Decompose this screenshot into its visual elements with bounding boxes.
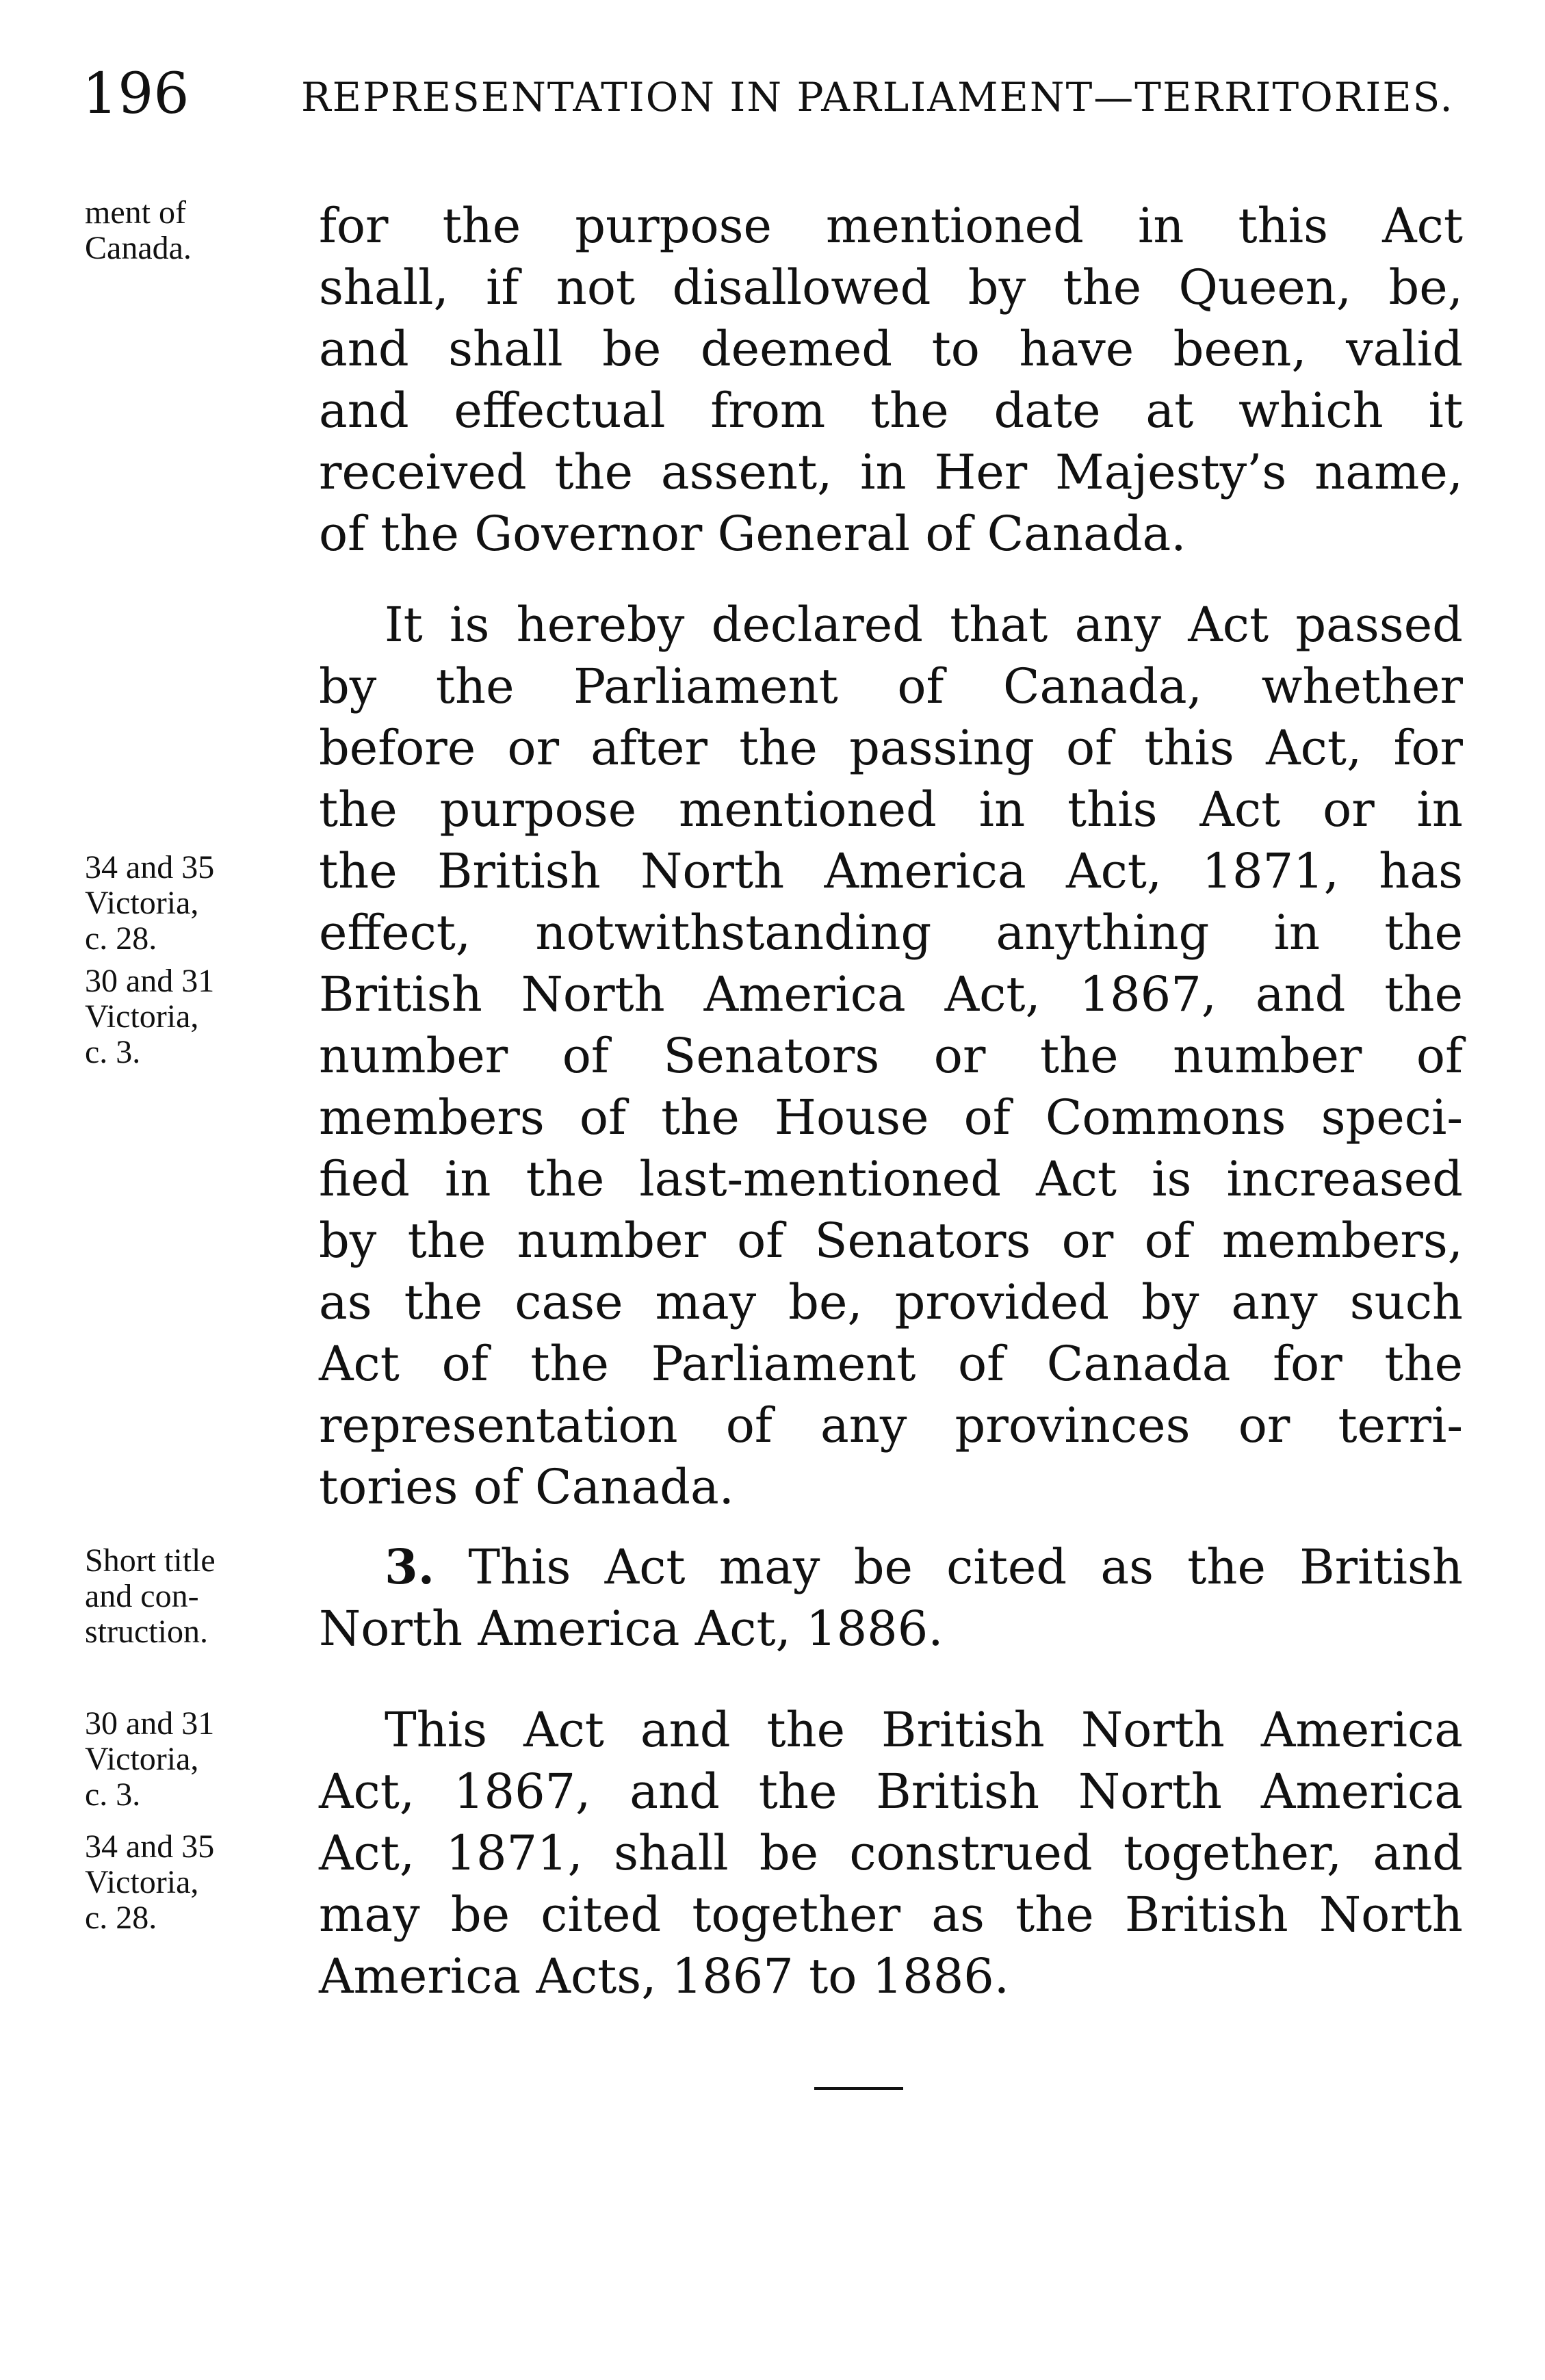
margin-note-line: c. 3.: [85, 1776, 141, 1813]
end-rule: [814, 2087, 903, 2090]
text-line: shall, if not disallowed by the Queen, be,: [319, 259, 1463, 315]
page-number: 196: [82, 62, 190, 127]
text-line: and shall be deemed to have been, valid: [319, 321, 1463, 377]
text-line: tories of Canada.: [319, 1459, 734, 1515]
text-line: North America Act, 1886.: [319, 1601, 944, 1657]
page-header: [82, 60, 1471, 129]
text-line: Act, 1867, and the British North America: [319, 1763, 1463, 1820]
text-line: British North America Act, 1867, and the: [319, 966, 1463, 1022]
text-line: for the purpose mentioned in this Act: [319, 198, 1463, 254]
text-line: the British North America Act, 1871, has: [319, 843, 1463, 899]
text-line: may be cited together as the British North: [319, 1887, 1463, 1943]
text-line: the purpose mentioned in this Act or in: [319, 781, 1463, 838]
margin-note-line: 30 and 31: [85, 1705, 215, 1742]
paragraph: [319, 1699, 1463, 2007]
margin-note: [85, 1706, 311, 1813]
margin-note-line: 34 and 35: [85, 849, 215, 885]
margin-note-line: Victoria,: [85, 1741, 199, 1777]
text-line: representation of any provinces or terri-: [319, 1397, 1463, 1453]
text-line: by the number of Senators or of members,: [319, 1213, 1463, 1269]
text-line: and effectual from the date at which it: [319, 383, 1463, 439]
paragraph: [319, 195, 1463, 565]
margin-note: [85, 195, 311, 266]
margin-note-line: ment of: [85, 194, 186, 231]
text-line: Act of the Parliament of Canada for the: [319, 1336, 1463, 1392]
margin-note-line: Short title: [85, 1542, 216, 1579]
text-line: [319, 1536, 1463, 1598]
text-line: members of the House of Commons speci-: [319, 1089, 1463, 1146]
text-line: Act, 1871, shall be construed together, and: [319, 1825, 1463, 1881]
margin-note-line: Victoria,: [85, 998, 199, 1035]
text-line: effect, notwithstanding anything in the: [319, 905, 1463, 961]
margin-note-line: and con-: [85, 1578, 199, 1614]
section-3: [319, 1536, 1463, 1659]
text-line: fied in the last-mentioned Act is increased: [319, 1151, 1463, 1207]
paragraph: [319, 594, 1463, 1518]
margin-note: [85, 1543, 311, 1650]
text-line: America Acts, 1867 to 1886.: [319, 1948, 1010, 2004]
margin-note-line: 30 and 31: [85, 963, 215, 999]
margin-note-line: Canada.: [85, 230, 192, 266]
section-text: This Act may be cited as the British: [468, 1539, 1463, 1595]
text-line: as the case may be, provided by any such: [319, 1274, 1463, 1330]
text-line: by the Parliament of Canada, whether: [319, 658, 1463, 714]
margin-note-line: Victoria,: [85, 885, 199, 921]
text-line: It is hereby declared that any Act passed: [385, 597, 1463, 653]
text-line: received the assent, in Her Majesty’s name,: [319, 444, 1463, 500]
running-head: REPRESENTATION IN PARLIAMENT—TERRITORIES.: [301, 74, 1454, 120]
margin-note: [85, 850, 311, 957]
margin-note: [85, 963, 311, 1070]
margin-note-line: c. 28.: [85, 1900, 157, 1936]
text-line: of the Governor General of Canada.: [319, 506, 1186, 562]
margin-note-line: c. 3.: [85, 1034, 141, 1070]
margin-note-line: c. 28.: [85, 920, 157, 957]
text-line: number of Senators or the number of: [319, 1028, 1463, 1084]
margin-note-line: Victoria,: [85, 1864, 199, 1900]
section-number: 3.: [385, 1538, 435, 1595]
text-line: before or after the passing of this Act, for: [319, 720, 1463, 776]
margin-note-line: struction.: [85, 1614, 208, 1650]
margin-note-line: 34 and 35: [85, 1828, 215, 1865]
margin-note: [85, 1829, 311, 1936]
text-line: This Act and the British North America: [385, 1702, 1463, 1758]
